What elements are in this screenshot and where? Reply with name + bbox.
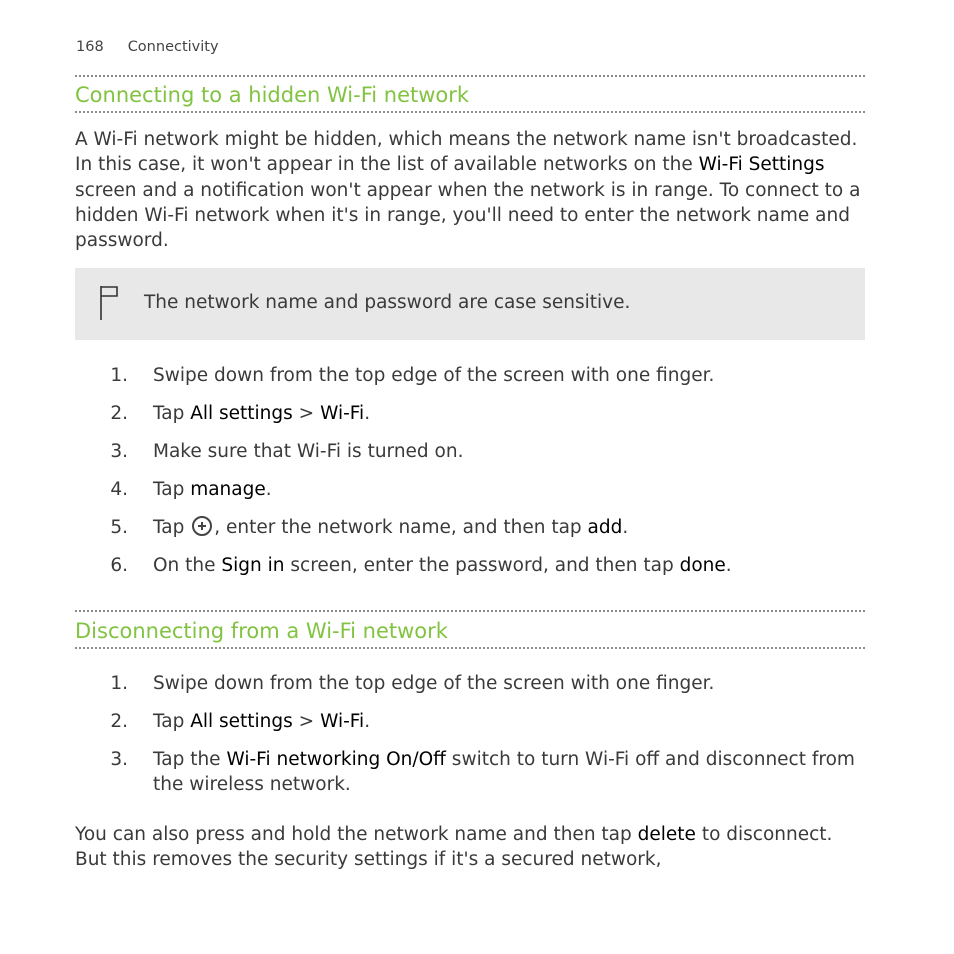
list-item: 5. Tap , enter the network name, and then tap add. [110, 516, 629, 538]
section-name: Connectivity [127, 39, 219, 55]
list-item: 3. Make sure that Wi-Fi is turned on. [110, 440, 464, 462]
intro-paragraph: A Wi-Fi network might be hidden, which means the network name isn't broadcasted. In this case, it won't appear in the list of available networks on the Wi-Fi Settings screen and a notification won't appear when the network is in range. To connect to a hidden Wi-Fi network when it's in range, you'll need to enter the network name and password. [75, 129, 861, 252]
flag-icon [97, 284, 123, 322]
list-item: 3. Tap the Wi-Fi networking On/Off switch to turn Wi-Fi off and disconnect from the wireless network. [110, 748, 855, 796]
list-item: 1. Swipe down from the top edge of the screen with one finger. [110, 673, 715, 694]
divider [75, 647, 865, 649]
note-text: The network name and password are case sensitive. [144, 292, 631, 313]
add-circle-icon [192, 516, 212, 536]
ui-term: manage [190, 478, 266, 500]
steps-list-disconnect [75, 671, 865, 810]
page-number: 168 [76, 39, 104, 55]
divider [75, 610, 865, 612]
ui-term: Wi-Fi [320, 402, 365, 424]
outro-paragraph: You can also press and hold the network name and then tap delete to disconnect. But this removes the security settings if it's a secured network, [75, 824, 833, 871]
section-heading-disconnect: Disconnecting from a Wi-Fi network [75, 619, 448, 643]
ui-term: add [587, 516, 623, 538]
ui-term: All settings [190, 402, 293, 424]
ui-term: Wi-Fi Settings [698, 154, 825, 176]
ui-term: delete [637, 824, 696, 845]
list-item: 4. Tap manage. [110, 478, 272, 500]
steps-list-connect [75, 363, 865, 591]
ui-term: Wi-Fi [320, 710, 365, 732]
list-item: 6. On the Sign in screen, enter the password, and then tap done. [110, 554, 732, 576]
divider [75, 111, 865, 113]
list-item: 1. Swipe down from the top edge of the screen with one finger. [110, 365, 715, 386]
ui-term: Sign in [221, 554, 285, 576]
ui-term: Wi-Fi networking On/Off [226, 748, 446, 770]
divider [75, 75, 865, 77]
ui-term: All settings [190, 710, 293, 732]
note-box [75, 268, 865, 340]
section-heading-hidden-network: Connecting to a hidden Wi-Fi network [75, 83, 470, 107]
page-header [76, 39, 219, 55]
list-item: 2. Tap All settings > Wi-Fi. [110, 402, 371, 424]
ui-term: done [679, 554, 726, 576]
list-item: 2. Tap All settings > Wi-Fi. [110, 710, 371, 732]
